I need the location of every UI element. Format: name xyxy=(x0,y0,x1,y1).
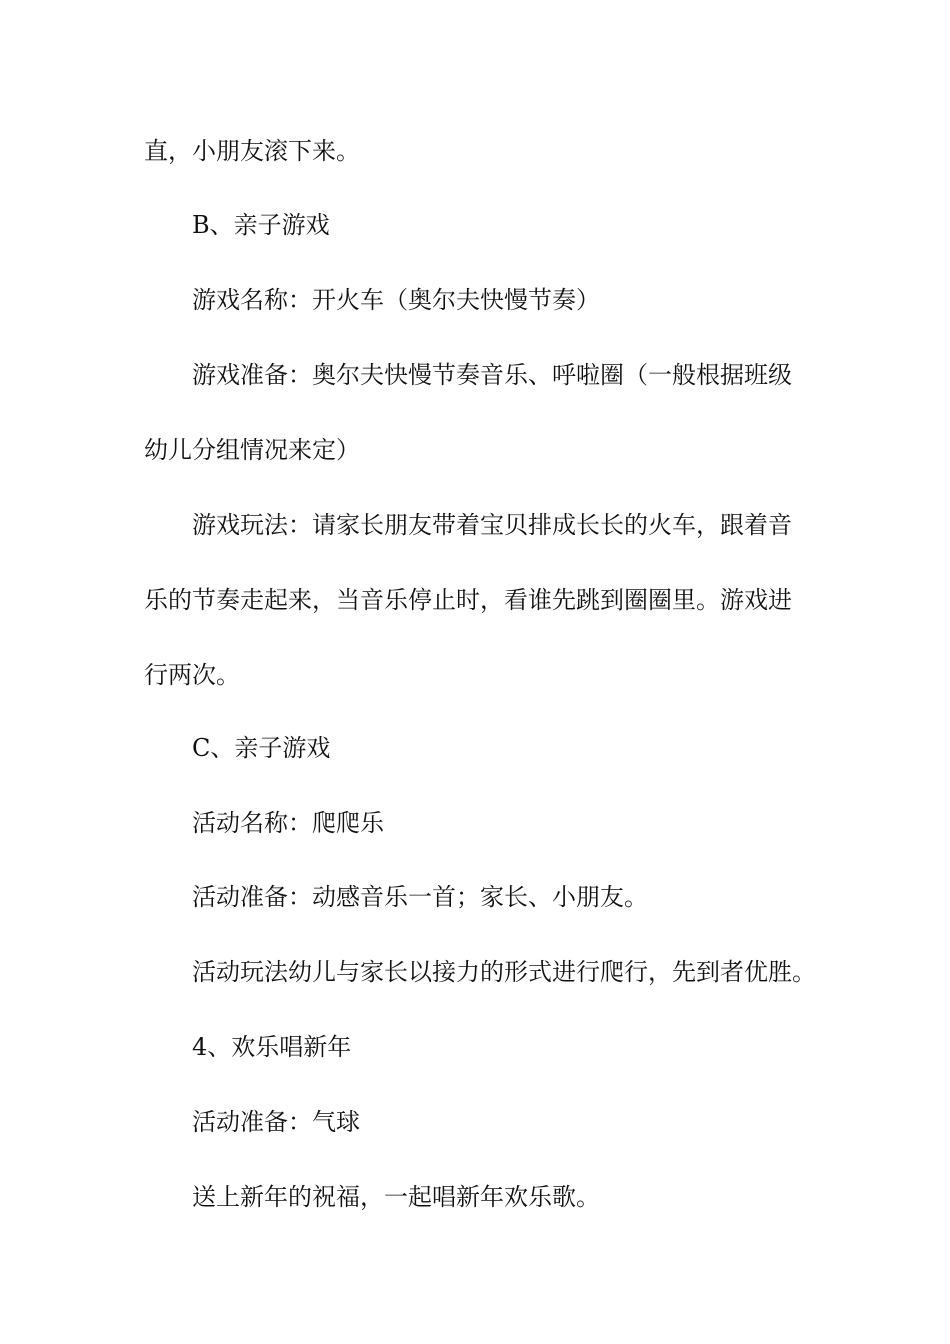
activity-prep-line: 活动准备：动感音乐一首；家长、小朋友。 xyxy=(192,883,648,911)
game-prep-continued: 幼儿分组情况来定） xyxy=(144,436,360,464)
game-play-end: 行两次。 xyxy=(144,661,240,689)
paragraph-line: 直，小朋友滚下来。 xyxy=(144,137,360,165)
section-heading-4: 4、欢乐唱新年 xyxy=(192,1033,352,1061)
game-name-line: 游戏名称：开火车（奥尔夫快慢节奏） xyxy=(192,286,600,314)
activity-prep-balloon: 活动准备：气球 xyxy=(192,1108,360,1136)
activity-play-line: 活动玩法幼儿与家长以接力的形式进行爬行，先到者优胜。 xyxy=(192,958,816,986)
game-prep-line: 游戏准备：奥尔夫快慢节奏音乐、呼啦圈（一般根据班级 xyxy=(192,361,792,389)
section-heading-b: B、亲子游戏 xyxy=(192,211,330,239)
section-heading-c: C、亲子游戏 xyxy=(192,734,331,762)
game-play-line: 游戏玩法：请家长朋友带着宝贝排成长长的火车，跟着音 xyxy=(192,511,792,539)
new-year-wishes-line: 送上新年的祝福，一起唱新年欢乐歌。 xyxy=(192,1183,600,1211)
activity-name-line: 活动名称：爬爬乐 xyxy=(192,809,384,837)
game-play-continued: 乐的节奏走起来，当音乐停止时，看谁先跳到圈圈里。游戏进 xyxy=(144,586,792,614)
